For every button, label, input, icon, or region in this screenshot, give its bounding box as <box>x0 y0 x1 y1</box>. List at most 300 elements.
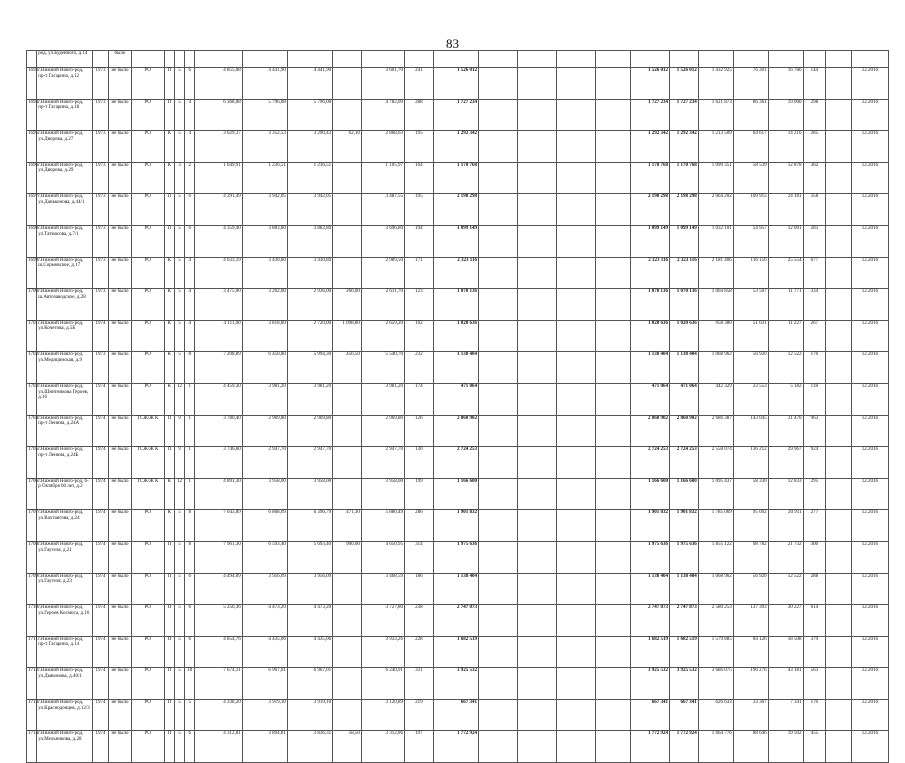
v6-cell: 19 502 <box>768 731 803 763</box>
floors-cell: 3 <box>174 162 184 194</box>
v3-cell: 1 020 636 <box>670 320 699 352</box>
area-total-cell: 7 643,89 <box>195 510 242 542</box>
v4-cell: 1 855 122 <box>698 541 733 573</box>
empty-cell <box>518 383 557 415</box>
area-c-cell <box>333 99 362 131</box>
type-cell: РО <box>131 541 164 573</box>
empty-cell <box>478 352 517 384</box>
v2-cell: 1 526 012 <box>630 68 669 100</box>
year-cell: 1973 <box>92 99 108 131</box>
year-cell: 1974 <box>92 383 108 415</box>
area-b-cell: 3 958,00 <box>287 478 332 510</box>
floors-cell: 5 <box>174 99 184 131</box>
empty-cell <box>557 415 596 447</box>
deadline-cell: 12.2016 <box>851 605 888 637</box>
area-b-cell: 4 473,20 <box>287 605 332 637</box>
empty-cell <box>596 447 631 479</box>
area-b-cell: 1 236,51 <box>287 162 332 194</box>
status-cell: не было <box>109 668 132 700</box>
empty-cell <box>518 573 557 605</box>
area-a-cell: 3 919,10 <box>242 699 287 731</box>
ent-cell: 4 <box>185 99 195 131</box>
area-d-cell: 2 868,63 <box>361 131 404 163</box>
area-c-cell <box>333 68 362 100</box>
v5-cell: 137 393 <box>733 605 768 637</box>
area-b-cell: 3 919,10 <box>287 699 332 731</box>
table-row <box>27 383 889 415</box>
v7-cell: 176 <box>803 352 826 384</box>
status-cell: не было <box>109 415 132 447</box>
area-b-cell: 2 969,80 <box>287 415 332 447</box>
cost-cell: 2 323 116 <box>433 257 478 289</box>
v6-cell: 12 522 <box>768 352 803 384</box>
empty-cell <box>596 699 631 731</box>
area-d-cell: 3 312,86 <box>361 731 404 763</box>
empty-cell <box>826 415 852 447</box>
residents-cell: 286 <box>405 510 434 542</box>
table-row <box>27 99 889 131</box>
empty-cell <box>478 510 517 542</box>
type-cell: ТСЖ/Ж К <box>131 478 164 510</box>
empty-cell <box>518 68 557 100</box>
num-cell: 1701 <box>27 320 37 352</box>
area-a-cell: 3 202,00 <box>242 289 287 321</box>
area-total-cell: 3 780,40 <box>195 415 242 447</box>
area-b-cell: 2 947,70 <box>287 447 332 479</box>
empty-cell <box>478 415 517 447</box>
address-cell: г.Нижний Новго-род, ул.Даньконова, д.44/1 <box>37 194 92 226</box>
table-row <box>27 510 889 542</box>
area-a-cell: 3 883,80 <box>242 225 287 257</box>
empty-cell <box>826 99 852 131</box>
mat-cell: П <box>164 636 174 668</box>
address-cell: г.Нижний Новго-род, пр-т Гагарина, д.14 <box>37 636 92 668</box>
empty-cell <box>518 478 557 510</box>
table-row-continued <box>27 51 889 68</box>
empty-cell <box>557 383 596 415</box>
year-cell: 1973 <box>92 257 108 289</box>
empty-cell <box>826 668 852 700</box>
v5-cell: 56 920 <box>733 352 768 384</box>
ent-cell: 6 <box>185 68 195 100</box>
num-cell: 1704 <box>27 415 37 447</box>
num-cell: 1698 <box>27 225 37 257</box>
v4-cell: 1 004 858 <box>698 289 733 321</box>
type-cell: РО <box>131 352 164 384</box>
table-row <box>27 68 889 100</box>
address-cell: г.Нижний Новго-род, ул.Кочетова, д.5Б <box>37 320 92 352</box>
empty-cell <box>518 699 557 731</box>
area-d-cell: 3 727,80 <box>361 605 404 637</box>
num-cell: 1713 <box>27 699 37 731</box>
empty-cell <box>596 636 631 668</box>
cost-cell: 1 170 768 <box>433 162 478 194</box>
year-cell: 1973 <box>92 131 108 163</box>
floors-cell: 5 <box>174 257 184 289</box>
empty-cell <box>478 605 517 637</box>
empty-cell <box>826 257 852 289</box>
v4-cell: 1 432 925 <box>698 68 733 100</box>
area-a-cell: 3 956,09 <box>242 573 287 605</box>
empty-cell <box>478 447 517 479</box>
area-c-cell <box>333 636 362 668</box>
v4-cell: 626 633 <box>698 699 733 731</box>
empty-cell <box>557 573 596 605</box>
empty-cell <box>596 541 631 573</box>
area-c-cell <box>333 573 362 605</box>
residents-cell: 164 <box>405 162 434 194</box>
empty-cell <box>596 289 631 321</box>
area-b-cell: 2 720,00 <box>287 320 332 352</box>
page-number: 83 <box>446 36 459 51</box>
area-total-cell: 4 633,19 <box>195 257 242 289</box>
area-c-cell: 900,00 <box>333 541 362 573</box>
floors-cell: 5 <box>174 194 184 226</box>
address-cell: г.Нижний Новго-род, пр-т Ленина, д.24А <box>37 415 92 447</box>
empty-cell <box>518 257 557 289</box>
area-total-cell: 7 674,31 <box>195 668 242 700</box>
empty-cell <box>518 320 557 352</box>
deadline-cell: 12.2016 <box>851 289 888 321</box>
empty-cell <box>826 383 852 415</box>
empty-cell <box>557 510 596 542</box>
residents-cell: 126 <box>405 415 434 447</box>
ent-cell: 5 <box>185 699 195 731</box>
v7-cell: 358 <box>803 194 826 226</box>
cost-cell: 667 341 <box>433 699 478 731</box>
deadline-cell: 12.2016 <box>851 478 888 510</box>
area-d-cell: 3 933,26 <box>361 636 404 668</box>
status-cell: не было <box>109 99 132 131</box>
v5-cell: 23 553 <box>733 383 768 415</box>
address-cell: г.Нижний Новго-род, ул.Дворова, д.27 <box>37 131 92 163</box>
v4-cell: 1 068 962 <box>698 573 733 605</box>
cost-cell: 1 020 636 <box>433 320 478 352</box>
v2-cell: 1 099 149 <box>630 225 669 257</box>
area-total-cell: 4 891,30 <box>195 478 242 510</box>
area-c-cell: 1 098,80 <box>333 320 362 352</box>
address-cell: г.Нижний Новго-род, пр-т Ленина, д.24Б <box>37 447 92 479</box>
type-cell: РО <box>131 668 164 700</box>
table-row <box>27 573 889 605</box>
v6-cell: 5 182 <box>768 383 803 415</box>
num-cell: 1700 <box>27 289 37 321</box>
v7-cell: 300 <box>803 541 826 573</box>
empty-cell <box>518 162 557 194</box>
table-row <box>27 162 889 194</box>
v2-cell: 1 727 234 <box>630 99 669 131</box>
mat-cell: К <box>164 352 174 384</box>
type-cell: РО <box>131 225 164 257</box>
cost-cell: 1 138 404 <box>433 573 478 605</box>
empty-cell <box>826 447 852 479</box>
deadline-cell: 12.2016 <box>851 415 888 447</box>
cost-cell: 1 138 404 <box>433 352 478 384</box>
v3-cell: 667 341 <box>670 699 699 731</box>
area-a-cell: 3 942,05 <box>242 194 287 226</box>
v3-cell: 1 166 600 <box>670 478 699 510</box>
deadline-cell: 12.2016 <box>851 257 888 289</box>
empty-cell <box>557 225 596 257</box>
status-cell: не было <box>109 320 132 352</box>
area-a-cell: 6 868,09 <box>242 510 287 542</box>
deadline-cell: 12.2016 <box>851 510 888 542</box>
empty-cell <box>596 415 631 447</box>
v6-cell: 12 833 <box>768 478 803 510</box>
ent-cell: 4 <box>185 320 195 352</box>
empty-cell <box>518 731 557 763</box>
area-a-cell: 3 894,81 <box>242 731 287 763</box>
mat-cell: К <box>164 289 174 321</box>
ent-cell: 6 <box>185 731 195 763</box>
floors-cell: 5 <box>174 699 184 731</box>
floors-cell: 9 <box>174 415 184 447</box>
year-cell: 1973 <box>92 194 108 226</box>
area-d-cell: 2 611,70 <box>361 289 404 321</box>
cost-cell: 1 166 600 <box>433 478 478 510</box>
v6-cell: 12 878 <box>768 162 803 194</box>
mat-cell: К <box>164 510 174 542</box>
status-cell: было <box>109 51 132 68</box>
v3-cell: 1 292 342 <box>670 131 699 163</box>
residents-cell: 228 <box>405 636 434 668</box>
table-row <box>27 225 889 257</box>
mat-cell: К <box>164 257 174 289</box>
residents-cell: 195 <box>405 194 434 226</box>
v2-cell: 1 975 636 <box>630 541 669 573</box>
v5-cell: 58 539 <box>733 162 768 194</box>
area-total-cell: 4 459,30 <box>195 383 242 415</box>
empty-cell <box>478 99 517 131</box>
type-cell: ТСЖ/Ж К <box>131 447 164 479</box>
empty-cell <box>596 99 631 131</box>
v4-cell: 1 032 101 <box>698 225 733 257</box>
v5-cell: 53 507 <box>733 289 768 321</box>
empty-cell <box>478 699 517 731</box>
empty-cell <box>478 257 517 289</box>
type-cell: РО <box>131 320 164 352</box>
area-c-cell <box>333 447 362 479</box>
v6-cell: 20 911 <box>768 510 803 542</box>
v3-cell: 1 526 012 <box>670 68 699 100</box>
v2-cell: 1 138 404 <box>630 352 669 384</box>
empty-cell <box>596 352 631 384</box>
address-cell: г.Нижний Новго-род, ул.Гаугеля, д.23 <box>37 573 92 605</box>
area-b-cell: 3 836,31 <box>287 731 332 763</box>
v7-cell: 455 <box>803 731 826 763</box>
empty-cell <box>518 131 557 163</box>
floors-cell: 5 <box>174 131 184 163</box>
mat-cell: К <box>164 478 174 510</box>
type-cell: РО <box>131 383 164 415</box>
area-b-cell: 3 883,80 <box>287 225 332 257</box>
v6-cell: 43 181 <box>768 668 803 700</box>
v5-cell: 51 031 <box>733 320 768 352</box>
cost-cell: 2 198 298 <box>433 194 478 226</box>
address-cell: г.Нижний Новго-род, ш.Автозаводское, д.28 <box>37 289 92 321</box>
v3-cell: 1 138 404 <box>670 573 699 605</box>
type-cell: РО <box>131 510 164 542</box>
floors-cell: 5 <box>174 541 184 573</box>
address-cell: г.Нижний Новго-род, ул.Героев Космоса, д.16 <box>37 605 92 637</box>
v2-cell: 1 901 832 <box>630 510 669 542</box>
empty-cell <box>518 415 557 447</box>
v2-cell: 1 020 636 <box>630 320 669 352</box>
empty-cell <box>478 225 517 257</box>
empty-cell <box>557 668 596 700</box>
table-row <box>27 352 889 384</box>
area-b-cell: 2 936,00 <box>287 289 332 321</box>
area-total-cell: 4 111,00 <box>195 320 242 352</box>
ent-cell: 1 <box>185 415 195 447</box>
type-cell: РО <box>131 257 164 289</box>
mat-cell: П <box>164 573 174 605</box>
empty-cell <box>596 131 631 163</box>
empty-cell <box>557 636 596 668</box>
residents-cell: 102 <box>405 320 434 352</box>
floors-cell: 5 <box>174 68 184 100</box>
area-c-cell: 471,30 <box>333 510 362 542</box>
empty-cell <box>478 289 517 321</box>
cost-cell: 1 292 342 <box>433 131 478 163</box>
cost-cell: 1 099 149 <box>433 225 478 257</box>
year-cell: 1973 <box>92 352 108 384</box>
area-d-cell: 4 782,09 <box>361 99 404 131</box>
empty-cell <box>826 194 852 226</box>
v3-cell: 1 682 519 <box>670 636 699 668</box>
status-cell: не было <box>109 636 132 668</box>
area-a-cell: 5 796,08 <box>242 99 287 131</box>
area-a-cell: 3 958,00 <box>242 478 287 510</box>
area-d-cell: 3 696,80 <box>361 225 404 257</box>
empty-cell <box>478 668 517 700</box>
area-b-cell: 3 430,80 <box>287 257 332 289</box>
area-b-cell: 4 435,06 <box>287 636 332 668</box>
area-b-cell: 5 693,40 <box>287 541 332 573</box>
empty-cell <box>826 573 852 605</box>
table-row <box>27 320 889 352</box>
deadline-cell: 12.2016 <box>851 447 888 479</box>
empty-cell <box>518 225 557 257</box>
empty-cell <box>518 668 557 700</box>
v6-cell: 16 786 <box>768 68 803 100</box>
area-c-cell <box>333 605 362 637</box>
area-c-cell: 62,10 <box>333 131 362 163</box>
mat-cell: П <box>164 447 174 479</box>
empty-cell <box>557 257 596 289</box>
v7-cell: 144 <box>803 68 826 100</box>
v5-cell: 196 276 <box>733 668 768 700</box>
cost-cell: 1 682 519 <box>433 636 478 668</box>
area-c-cell <box>333 699 362 731</box>
year-cell: 1974 <box>92 415 108 447</box>
v3-cell: 471 064 <box>670 383 699 415</box>
v7-cell: 298 <box>803 99 826 131</box>
empty-cell <box>557 162 596 194</box>
empty-cell <box>596 383 631 415</box>
residents-cell: 241 <box>405 68 434 100</box>
num-cell: 1714 <box>27 731 37 763</box>
area-d-cell: 1 105,97 <box>361 162 404 194</box>
floors-cell: 5 <box>174 320 184 352</box>
area-total-cell: 6 368,08 <box>195 99 242 131</box>
status-cell: не было <box>109 289 132 321</box>
num-cell: 1706 <box>27 478 37 510</box>
ent-cell: 6 <box>185 194 195 226</box>
area-total-cell: 3 475,00 <box>195 289 242 321</box>
v6-cell: 25 554 <box>768 257 803 289</box>
area-total-cell: 4 359,40 <box>195 225 242 257</box>
empty-cell <box>518 636 557 668</box>
area-a-cell: 4 435,06 <box>242 636 287 668</box>
area-c-cell <box>333 194 362 226</box>
register-table <box>26 50 889 763</box>
v7-cell: 285 <box>803 131 826 163</box>
num-cell: 1708 <box>27 541 37 573</box>
area-total-cell: 4 338,20 <box>195 699 242 731</box>
table-row <box>27 699 889 731</box>
v3-cell: 2 323 116 <box>670 257 699 289</box>
cost-cell: 1 727 234 <box>433 99 478 131</box>
v7-cell: 677 <box>803 257 826 289</box>
empty-cell <box>826 162 852 194</box>
area-d-cell: 5 880,49 <box>361 510 404 542</box>
area-c-cell <box>333 383 362 415</box>
v4-cell: 1 664 776 <box>698 731 733 763</box>
v5-cell: 109 915 <box>733 194 768 226</box>
table-row <box>27 194 889 226</box>
v4-cell: 1 095 437 <box>698 478 733 510</box>
status-cell: не было <box>109 573 132 605</box>
year-cell: 1974 <box>92 636 108 668</box>
v3-cell: 1 138 404 <box>670 352 699 384</box>
v4-cell: 1 785 069 <box>698 510 733 542</box>
year-cell: 1973 <box>92 68 108 100</box>
year-cell: 1973 <box>92 225 108 257</box>
type-cell: РО <box>131 731 164 763</box>
empty-cell <box>826 636 852 668</box>
v5-cell: 143 045 <box>733 415 768 447</box>
v2-cell: 1 070 136 <box>630 289 669 321</box>
empty-cell <box>518 289 557 321</box>
year-cell: 1974 <box>92 541 108 573</box>
v5-cell: 84 126 <box>733 636 768 668</box>
mat-cell: К <box>164 162 174 194</box>
area-a-cell: 2 969,80 <box>242 415 287 447</box>
mat-cell: П <box>164 731 174 763</box>
address-cell: г.Нижний Новго-род, ул.Мельникова, д.28 <box>37 731 92 763</box>
v7-cell: 295 <box>803 478 826 510</box>
status-cell: не было <box>109 225 132 257</box>
mat-cell: К <box>164 320 174 352</box>
num-cell: 1710 <box>27 605 37 637</box>
floors-cell: 5 <box>174 510 184 542</box>
ent-cell: 4 <box>185 257 195 289</box>
status-cell: не было <box>109 131 132 163</box>
cost-cell: 2 860 902 <box>433 415 478 447</box>
num-cell: 1695 <box>27 131 37 163</box>
type-cell: РО <box>131 162 164 194</box>
v5-cell: 88 646 <box>733 731 768 763</box>
v2-cell: 1 772 924 <box>630 731 669 763</box>
residents-cell: 219 <box>405 699 434 731</box>
status-cell: не было <box>109 68 132 100</box>
type-cell: ТСЖ/Ж К <box>131 415 164 447</box>
table-row <box>27 257 889 289</box>
v3-cell: 1 070 136 <box>670 289 699 321</box>
residents-cell: 199 <box>405 478 434 510</box>
area-d-cell: 3 958,00 <box>361 478 404 510</box>
